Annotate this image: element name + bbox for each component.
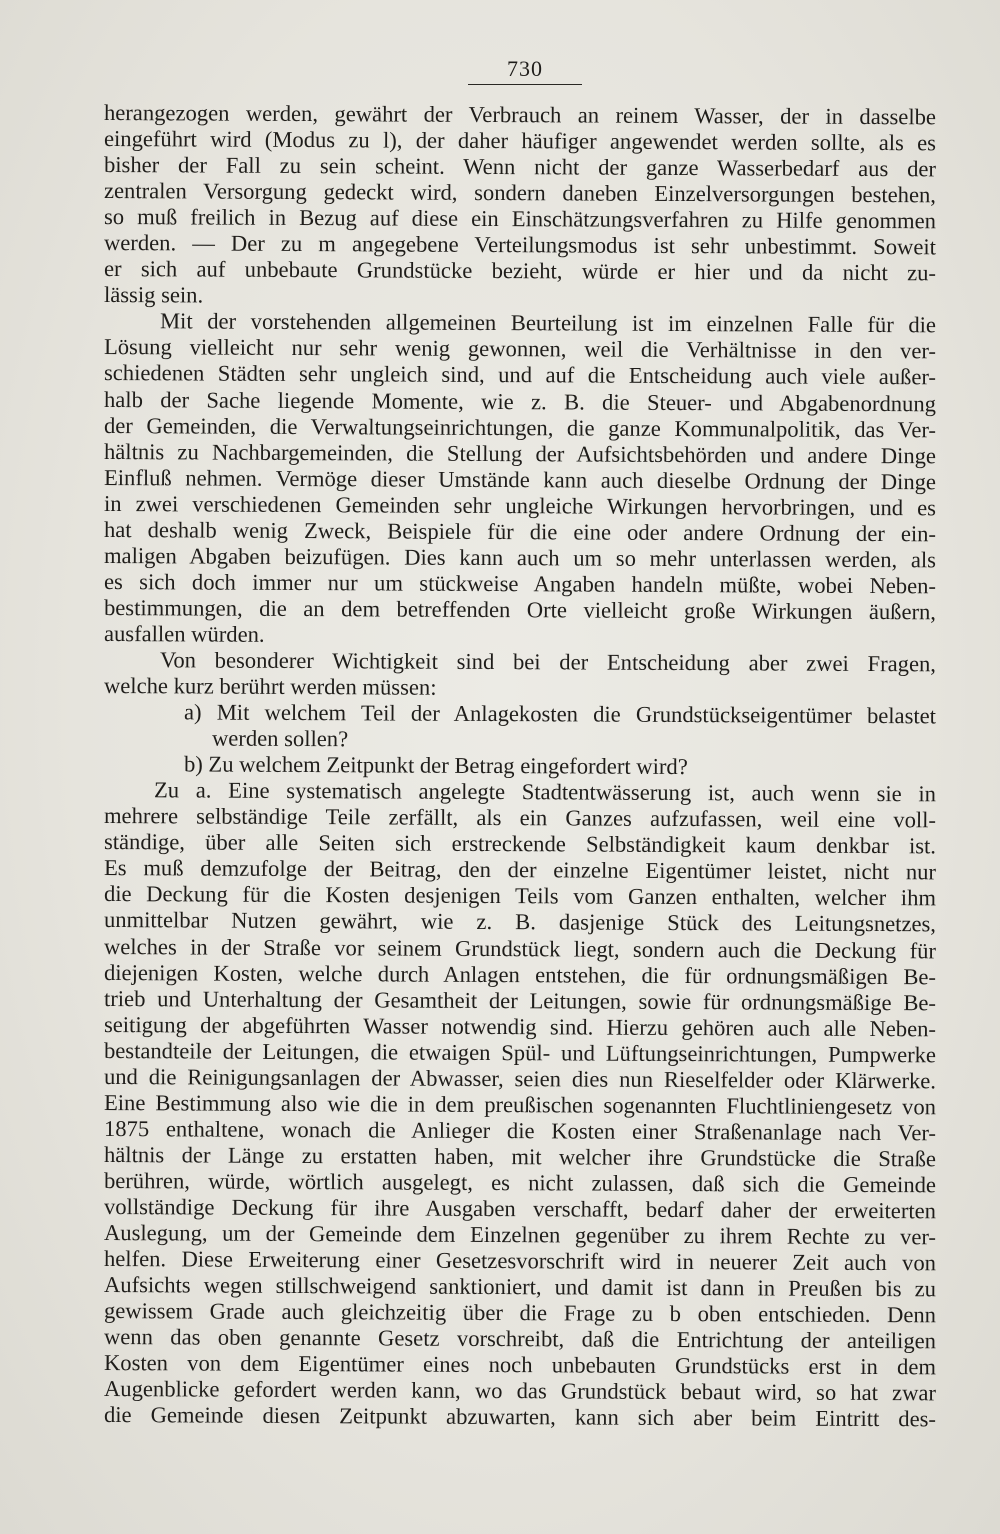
text-line: Kosten von dem Eigentümer eines noch unbebauten Grundstücks erst in dem	[103, 1350, 937, 1380]
text-line: 1875 enthaltene, wonach die Anlieger die Kosten einer Straßenanlage nach Ver-	[103, 1115, 937, 1146]
text-line: trieb und Unterhaltung der Gesamtheit der Leitungen, sowie für ordnungsmäßige Be-	[103, 985, 937, 1015]
text-line: maligen Abgaben beizufügen. Dies kann auch um so mehr unterlassen werden, als	[103, 542, 937, 573]
text-line: bestimmungen, die an dem betreffenden Orte vielleicht große Wirkungen äußern,	[103, 594, 937, 625]
text-line: ausfallen würden.	[103, 620, 265, 647]
text-line: eingeführt wird (Modus zu l), der daher häufiger angewendet werden sollte, als es	[103, 126, 937, 156]
text-line: seitigung der abgeführten Wasser notwendig sind. Hierzu gehören auch alle Neben-	[103, 1011, 937, 1041]
page-number: 730	[507, 56, 543, 81]
text-line: gewissem Grade auch gleichzeitig über die Frage zu b oben entschieden. Denn	[103, 1298, 937, 1328]
text-line: Mit der vorstehenden allgemeinen Beurteilung ist im einzelnen Falle für die	[159, 308, 937, 338]
text-line: hat deshalb wenig Zweck, Beispiele für die eine oder andere Ordnung der ein-	[103, 516, 937, 547]
body-text	[103, 100, 937, 1432]
text-line: diejenigen Kosten, welche durch Anlagen entstehen, die für ordnungsmäßigen Be-	[103, 959, 937, 989]
text-line: welche kurz berührt werden müssen:	[103, 673, 437, 700]
text-line: bisher der Fall zu sein scheint. Wenn nicht der ganze Wasserbedarf aus der	[103, 152, 937, 182]
text-line: lässig sein.	[103, 282, 204, 308]
text-line: Eine Bestimmung also wie die in dem preußischen sogenannten Fluchtliniengesetz von	[103, 1089, 937, 1120]
text-line: mehrere selbständige Teile zerfällt, als ein Ganzes aufzufassen, weil eine voll-	[103, 803, 937, 833]
text-line: halb der Sache liegende Momente, wie z. B. die Steuer- und Abgabenordnung	[103, 386, 937, 416]
text-line: hältnis zu Nachbargemeinden, die Stellung der Aufsichtsbehörden und andere Dinge	[103, 438, 937, 468]
text-line: wenn das oben genannte Gesetz vorschreibt, daß die Entrichtung der anteiligen	[103, 1324, 937, 1354]
text-line: in zwei verschiedenen Gemeinden sehr ungleiche Wirkungen hervorbringen, und es	[103, 490, 937, 521]
text-line: werden sollen?	[211, 725, 349, 752]
text-line: der Gemeinden, die Verwaltungseinrichtungen, die ganze Kommunalpolitik, das Ver-	[103, 412, 937, 442]
text-line: Zu a. Eine systematisch angelegte Stadtentwässerung ist, auch wenn sie in	[153, 777, 937, 807]
text-line: zentralen Versorgung gedeckt wird, sondern daneben Einzelversorgungen bestehen,	[103, 178, 937, 208]
text-line: und die Reinigungsanlagen der Abwasser, seien dies nun Rieselfelder oder Klärwerke.	[103, 1063, 937, 1094]
text-line: herangezogen werden, gewährt der Verbrauch an reinem Wasser, der in dasselbe	[103, 100, 937, 130]
text-line: Aufsichts wegen stillschweigend sanktioniert, und damit ist dann in Preußen bis zu	[103, 1272, 937, 1302]
text-line: helfen. Diese Erweiterung einer Gesetzesvorschrift wird in neuerer Zeit auch von	[103, 1246, 937, 1276]
text-line: er sich auf unbebaute Grundstücke bezieht, würde er hier und da nicht zu-	[103, 256, 937, 286]
text-line: bestandteile der Leitungen, die etwaigen Spül- und Lüftungseinrichtungen, Pumpwerke	[103, 1037, 937, 1068]
text-line: welches in der Straße vor seinem Grundstück liegt, sondern auch die Deckung für	[103, 933, 937, 963]
text-line: hältnis der Länge zu erstatten haben, mit welcher ihre Grundstücke die Straße	[103, 1141, 937, 1172]
text-line: schiedenen Städten sehr ungleich sind, und auf die Entscheidung auch viele außer-	[103, 360, 937, 390]
text-line: vollständige Deckung für ihre Ausgaben verschafft, bedarf daher der erweiterten	[103, 1193, 937, 1224]
text-line: berühren, würde, wörtlich ausgelegt, es nicht zulassen, daß sich die Gemeinde	[103, 1167, 937, 1198]
text-line: Augenblicke gefordert werden kann, wo das Grundstück bebaut wird, so hat zwar	[103, 1376, 937, 1406]
text-line: b) Zu welchem Zeitpunkt der Betrag eingefordert wird?	[183, 751, 688, 780]
page-number-rule	[468, 84, 582, 85]
text-line: ständige, über alle Seiten sich erstreckende Selbständigkeit kaum denkbar ist.	[103, 829, 937, 859]
text-line: unmittelbar Nutzen gewährt, wie z. B. dasjenige Stück des Leitungsnetzes,	[103, 907, 937, 937]
text-line: so muß freilich in Bezug auf diese ein Einschätzungsverfahren zu Hilfe genommen	[103, 204, 937, 234]
text-line: Von besonderer Wichtigkeit sind bei der Entscheidung aber zwei Fragen,	[159, 647, 937, 677]
text-line: Lösung vielleicht nur sehr wenig gewonnen, weil die Verhältnisse in den ver-	[103, 334, 937, 364]
text-line: Auslegung, um der Gemeinde dem Einzelnen gegenüber zu ihrem Rechte zu ver-	[103, 1220, 937, 1250]
text-line: Einfluß nehmen. Vermöge dieser Umstände kann auch dieselbe Ordnung der Dinge	[103, 464, 937, 495]
text-line: Es muß demzufolge der Beitrag, den der einzelne Eigentümer leistet, nicht nur	[103, 855, 937, 885]
text-line: werden. — Der zu m angegebene Verteilungsmodus ist sehr unbestimmt. Soweit	[103, 230, 937, 260]
text-line: es sich doch immer nur um stückweise Angaben handeln müßte, wobei Neben-	[103, 568, 937, 599]
text-line: die Gemeinde diesen Zeitpunkt abzuwarten, kann sich aber beim Eintritt des-	[103, 1402, 937, 1432]
text-line: a) Mit welchem Teil der Anlagekosten die Grundstückseigentümer belastet	[183, 699, 937, 729]
text-line: die Deckung für die Kosten desjenigen Teils vom Ganzen enthalten, welcher ihm	[103, 881, 937, 911]
